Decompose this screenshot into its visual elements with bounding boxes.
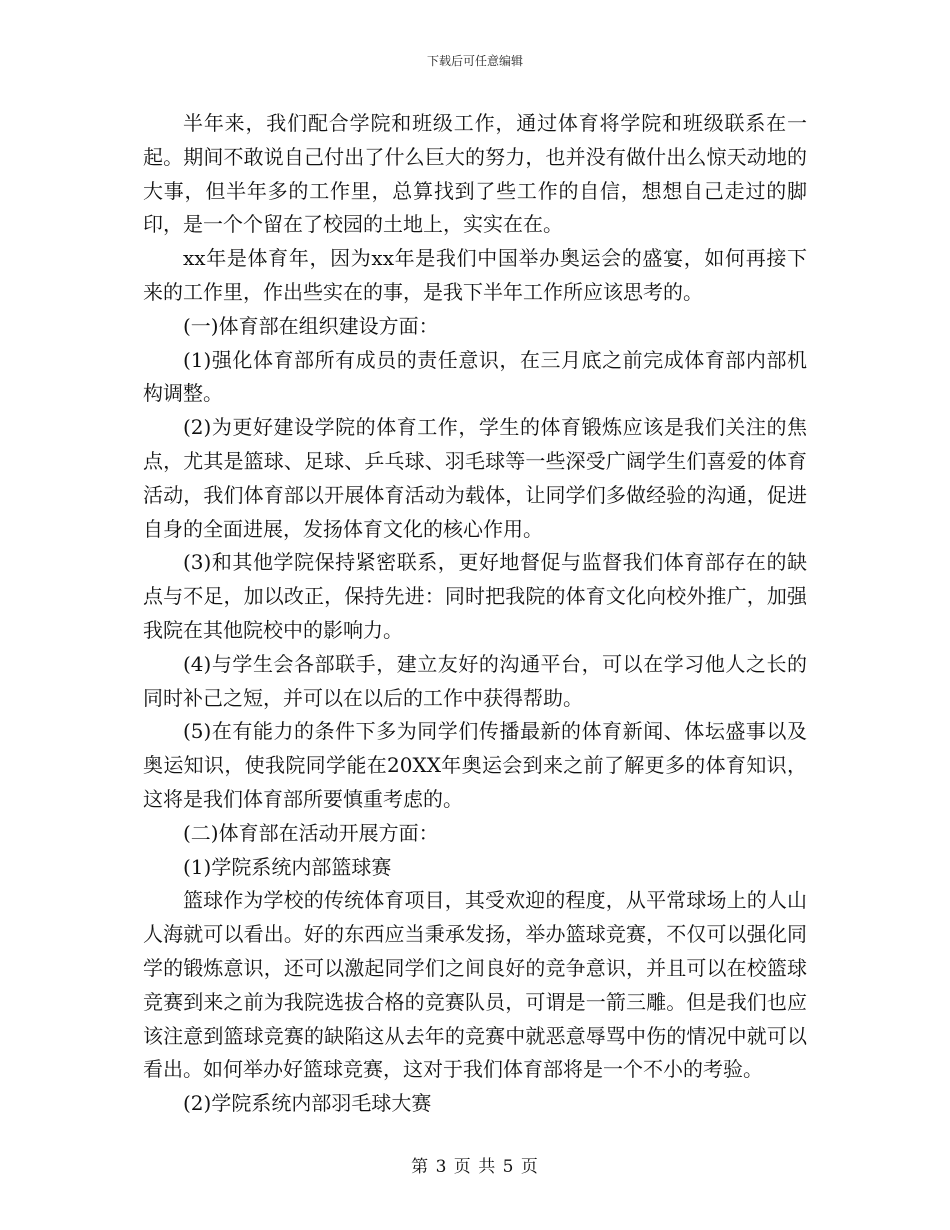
page-number-footer: 第 3 页 共 5 页	[411, 1157, 539, 1177]
subsection-heading: (2)学院系统内部羽毛球大赛	[183, 1091, 432, 1116]
subsection-heading: (1)学院系统内部篮球赛	[183, 854, 392, 879]
paragraph: 半年来，我们配合学院和班级工作，通过体育将学院和班级联系在一起。期间不敢说自己付出了什么巨大的努力，也并没有做什出么惊天动地的大事，但半年多的工作里，总算找到了些工作的自信，想想自己走过的脚印，是一个个留在了校园的土地上，实实在在。	[143, 111, 807, 237]
paragraph: 篮球作为学校的传统体育项目，其受欢迎的程度，从平常球场上的人山人海就可以看出。好的东西应当秉承发扬，举办篮球竞赛，不仅可以强化同学的锻炼意识，还可以激起同学们之间良好的竞争意识，并且可以在校篮球竞赛到来之前为我院选拔合格的竞赛队员，可谓是一箭三雕。但是我们也应该注意到篮球竞赛的缺陷这从去年的竞赛中就恶意辱骂中伤的情况中就可以看出。如何举办好篮球竞赛，这对于我们体育部将是一个不小的考验。	[143, 888, 807, 1082]
document-body	[143, 107, 807, 1121]
page-header-note: 下载后可任意编辑	[426, 54, 523, 68]
paragraph: (3)和其他学院保持紧密联系，更好地督促与监督我们体育部存在的缺点与不足，加以改正，保持先进：同时把我院的体育文化向校外推广，加强我院在其他院校中的影响力。	[143, 550, 807, 642]
section-heading: (一)体育部在组织建设方面：	[183, 313, 439, 338]
paragraph: (4)与学生会各部联手，建立友好的沟通平台，可以在学习他人之长的同时补己之短，并可以在以后的工作中获得帮助。	[143, 651, 807, 710]
section-heading: (二)体育部在活动开展方面：	[183, 820, 439, 845]
paragraph: (5)在有能力的条件下多为同学们传播最新的体育新闻、体坛盛事以及奥运知识，使我院同学能在20XX年奥运会到来之前了解更多的体育知识，这将是我们体育部所要慎重考虑的。	[143, 719, 807, 811]
paragraph: (2)为更好建设学院的体育工作，学生的体育锻炼应该是我们关注的焦点，尤其是篮球、足球、乒乓球、羽毛球等一些深受广阔学生们喜爱的体育活动，我们体育部以开展体育活动为载体，让同学们多做经验的沟通，促进自身的全面进展，发扬体育文化的核心作用。	[143, 415, 807, 541]
paragraph: xx年是体育年，因为xx年是我们中国举办奥运会的盛宴，如何再接下来的工作里，作出些实在的事，是我下半年工作所应该思考的。	[143, 246, 807, 304]
paragraph: (1)强化体育部所有成员的责任意识，在三月底之前完成体育部内部机构调整。	[143, 347, 807, 406]
